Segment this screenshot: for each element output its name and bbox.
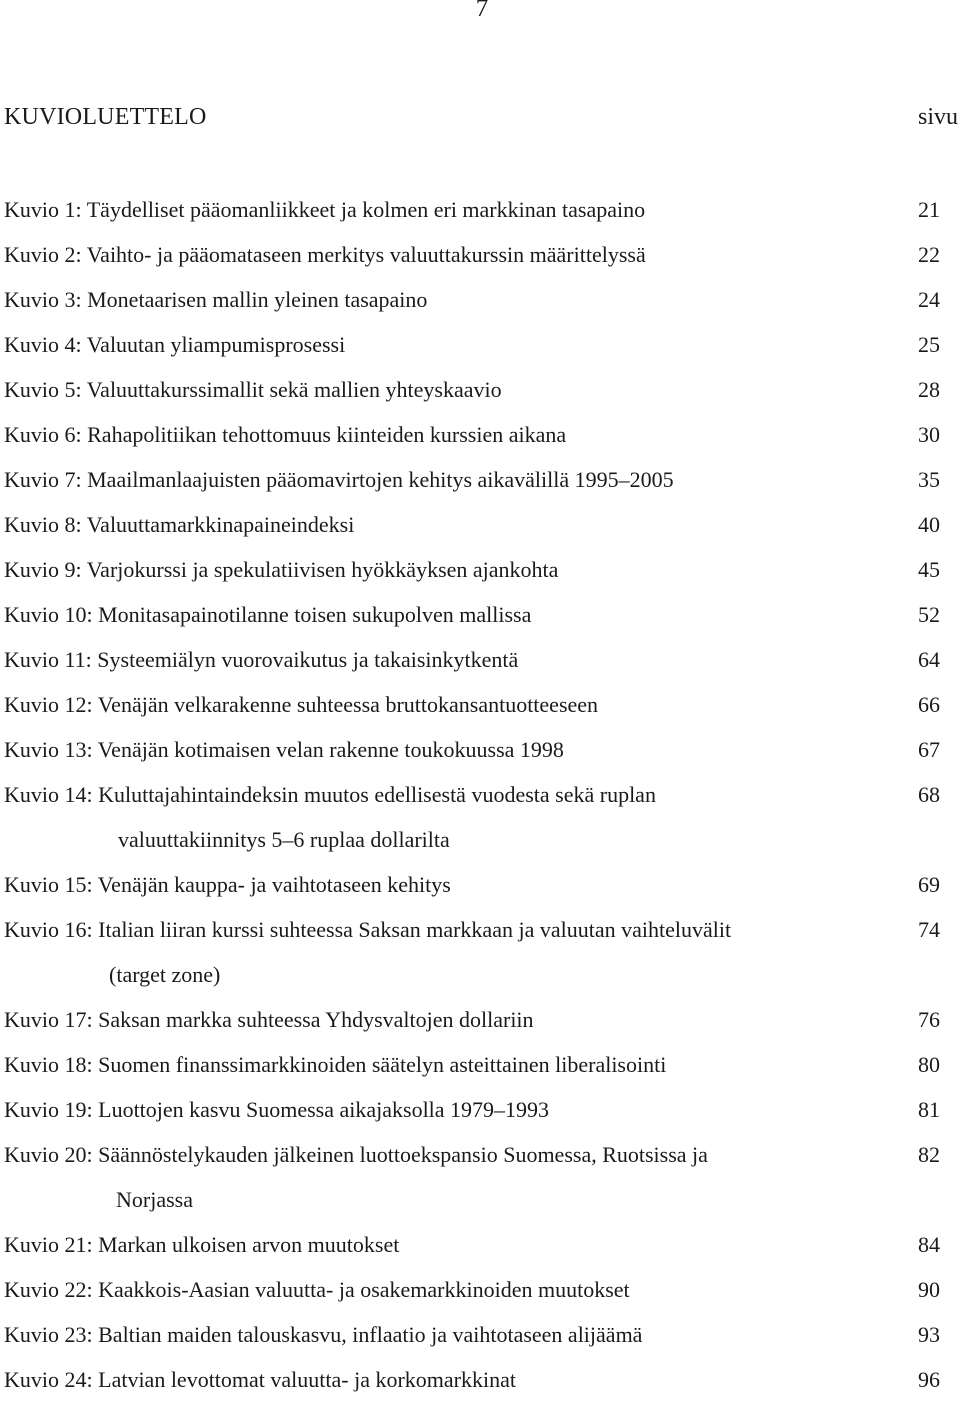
figure-title: Systeemiälyn vuorovaikutus ja takaisinkytkentä: [97, 647, 519, 672]
figure-title-continuation: (target zone): [109, 962, 221, 987]
figure-page-number: 35: [918, 467, 940, 492]
figure-page-number: 21: [918, 197, 940, 222]
figure-label: Kuvio 5:: [4, 377, 82, 402]
figure-page-number: 74: [918, 917, 940, 942]
figure-label: Kuvio 21:: [4, 1232, 93, 1257]
figure-title: Kaakkois-Aasian valuutta- ja osakemarkkinoiden muutokset: [98, 1277, 630, 1302]
figure-title: Vaihto- ja pääomataseen merkitys valuuttakurssin määrittelyssä: [86, 242, 646, 267]
figure-label: Kuvio 15:: [4, 872, 93, 897]
figure-title: Kuluttajahintaindeksin muutos edellisestä vuodesta sekä ruplan: [98, 782, 656, 807]
figure-entry: [4, 592, 940, 637]
figure-title: Venäjän kotimaisen velan rakenne toukokuussa 1998: [97, 737, 564, 762]
figure-label: Kuvio 2:: [4, 242, 82, 267]
figure-title: Baltian maiden talouskasvu, inflaatio ja vaihtotaseen alijäämä: [98, 1322, 643, 1347]
figure-label: Kuvio 6:: [4, 422, 82, 447]
figure-label: Kuvio 3:: [4, 287, 82, 312]
page-column-heading: sivu: [917, 104, 958, 130]
figure-page-number: 24: [918, 287, 940, 312]
figure-label: Kuvio 13:: [4, 737, 93, 762]
figure-title-continuation: Norjassa: [116, 1187, 193, 1212]
figure-label: Kuvio 22:: [4, 1277, 93, 1302]
figure-label: Kuvio 18:: [4, 1052, 93, 1077]
figure-page-number: 76: [918, 1007, 940, 1032]
figure-page-number: 40: [918, 512, 940, 537]
figure-entry: [4, 277, 940, 322]
figure-label: Kuvio 8:: [4, 512, 82, 537]
figure-title: Säännöstelykauden jälkeinen luottoekspansio Suomessa, Ruotsissa ja: [98, 1142, 708, 1167]
figure-label: Kuvio 9:: [4, 557, 82, 582]
page-number: 7: [475, 0, 489, 22]
figure-label: Kuvio 17:: [4, 1007, 93, 1032]
figure-title: Täydelliset pääomanliikkeet ja kolmen eri markkinan tasapaino: [86, 197, 646, 222]
figure-label: Kuvio 7:: [4, 467, 82, 492]
figure-page-number: 82: [918, 1142, 940, 1167]
figure-entry: [4, 322, 940, 367]
figure-page-number: 80: [918, 1052, 940, 1077]
figure-list: [4, 187, 940, 1402]
figure-entry: [4, 682, 940, 727]
figure-label: Kuvio 20:: [4, 1142, 93, 1167]
figure-title: Suomen finanssimarkkinoiden säätelyn asteittainen liberalisointi: [98, 1052, 667, 1077]
figure-page-number: 45: [918, 557, 940, 582]
figure-title-continuation: valuuttakiinnitys 5–6 ruplaa dollarilta: [118, 827, 450, 852]
figure-title: Venäjän kauppa- ja vaihtotaseen kehitys: [97, 872, 451, 897]
figure-entry: [4, 187, 940, 232]
figure-title: Valuuttakurssimallit sekä mallien yhteyskaavio: [86, 377, 502, 402]
figure-label: Kuvio 1:: [4, 197, 82, 222]
figure-label: Kuvio 16:: [4, 917, 93, 942]
figure-page-number: 25: [918, 332, 940, 357]
figure-entry: [4, 1312, 940, 1357]
figure-title: Monitasapainotilanne toisen sukupolven mallissa: [98, 602, 532, 627]
figure-page-number: 93: [918, 1322, 940, 1347]
figure-label: Kuvio 24:: [4, 1367, 93, 1392]
figure-page-number: 52: [918, 602, 940, 627]
figure-page-number: 81: [918, 1097, 940, 1122]
figure-title: Saksan markka suhteessa Yhdysvaltojen dollariin: [98, 1007, 534, 1032]
figure-entry: [4, 547, 940, 592]
figure-title: Italian liiran kurssi suhteessa Saksan markkaan ja valuutan vaihteluvälit: [98, 917, 732, 942]
list-heading: [4, 101, 958, 133]
figure-entry: [4, 502, 940, 547]
figure-page-number: 69: [918, 872, 940, 897]
figure-title: Monetaarisen mallin yleinen tasapaino: [87, 287, 428, 312]
figure-label: Kuvio 19:: [4, 1097, 93, 1122]
figure-entry: [4, 907, 940, 997]
figure-title: Latvian levottomat valuutta- ja korkomarkkinat: [98, 1367, 516, 1392]
figure-title: Valuutan yliampumisprosessi: [86, 332, 346, 357]
figure-title: Luottojen kasvu Suomessa aikajaksolla 1979–1993: [98, 1097, 550, 1122]
figure-label: Kuvio 14:: [4, 782, 93, 807]
figure-title: Maailmanlaajuisten pääomavirtojen kehitys aikavälillä 1995–2005: [87, 467, 674, 492]
figure-entry: [4, 637, 940, 682]
figure-entry: [4, 1132, 940, 1222]
figure-title: Rahapolitiikan tehottomuus kiinteiden kurssien aikana: [87, 422, 567, 447]
figure-page-number: 84: [918, 1232, 940, 1257]
figure-title: Markan ulkoisen arvon muutokset: [98, 1232, 400, 1257]
figure-entry: [4, 772, 940, 862]
figure-entry: [4, 1042, 940, 1087]
figure-page-number: 64: [918, 647, 940, 672]
figure-entry: [4, 1357, 940, 1402]
figure-page-number: 67: [918, 737, 940, 762]
figure-entry: [4, 232, 940, 277]
figure-page-number: 68: [918, 782, 940, 807]
figure-label: Kuvio 4:: [4, 332, 82, 357]
figure-entry: [4, 1222, 940, 1267]
figure-entry: [4, 727, 940, 772]
figure-title: Venäjän velkarakenne suhteessa bruttokansantuotteeseen: [97, 692, 599, 717]
figure-page-number: 28: [918, 377, 940, 402]
figure-entry: [4, 367, 940, 412]
figure-entry: [4, 457, 940, 502]
list-title: KUVIOLUETTELO: [4, 104, 207, 130]
figure-entry: [4, 1267, 940, 1312]
figure-page-number: 66: [918, 692, 940, 717]
figure-entry: [4, 1087, 940, 1132]
figure-title: Valuuttamarkkinapaineindeksi: [86, 512, 355, 537]
figure-page-number: 30: [918, 422, 940, 447]
figure-label: Kuvio 12:: [4, 692, 93, 717]
figure-entry: [4, 862, 940, 907]
figure-page-number: 96: [918, 1367, 940, 1392]
figure-entry: [4, 412, 940, 457]
figure-label: Kuvio 11:: [4, 647, 92, 672]
figure-label: Kuvio 23:: [4, 1322, 93, 1347]
figure-entry: [4, 997, 940, 1042]
figure-page-number: 22: [918, 242, 940, 267]
figure-label: Kuvio 10:: [4, 602, 93, 627]
figure-title: Varjokurssi ja spekulatiivisen hyökkäyksen ajankohta: [86, 557, 559, 582]
figure-page-number: 90: [918, 1277, 940, 1302]
